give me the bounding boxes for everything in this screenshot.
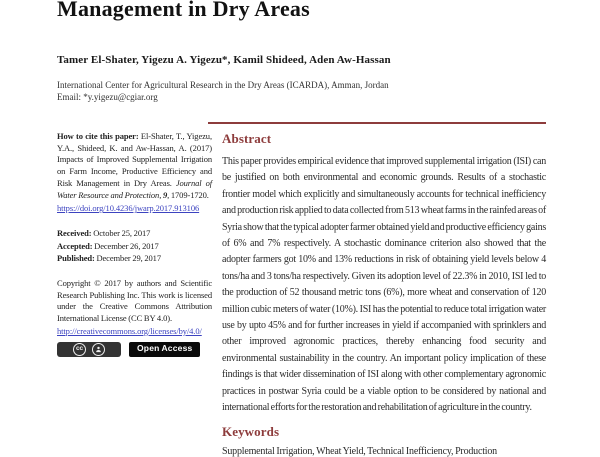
abstract-text: This paper provides empirical evidence that improved supplemental irrigation (ISI) can be justified on both environmental and economic grounds. Results of a stochastic frontier model which explicitly and simultaneously accounts for technical inefficiency and production risk applied to data collected from 513 wheat farms in the rainfed areas of Syria show that the typical adopter farmer obtained yield and productive efficiency gains of 6% and 7% respectively. A stochastic dominance criterion also showed that the adopter farmers got 10% and 13% reductions in risk of obtaining yield levels below 4 tons/ha and 3 tons/ha respectively. Given its adoption level of 22.3% in 2010, ISI led to the production of 52 thousand metric tons (6%), more wheat and conservation of 120 million cubic meters of water (10%). ISI has the potential to reduce total irrigation water use by upto 45% and for further increases in yield if accompanied with sprinklers and other improved agronomic practices, thereby enhancing food security and environmental sustainability in the country. An important policy implication of these findings is that wider dissemination of ISI along with other complementary agronomic practices in postwar Syria could be a viable option to be considered by national and international efforts for the restoration and rehabilitation of agriculture in the country. (222, 156, 546, 414)
article-main-column (222, 114, 546, 457)
keywords-text: Supplemental Irrigation, Wheat Yield, Technical Inefficiency, Production (222, 446, 497, 457)
license-badges (57, 342, 212, 357)
cite-label: How to cite this paper: (57, 131, 141, 141)
section-divider-rule (208, 122, 546, 124)
cc-by-badge[interactable] (57, 342, 121, 357)
cite-pages: , 1709-1720. (167, 189, 209, 200)
cite-separator: , (159, 189, 163, 200)
cite-volume: 9 (162, 189, 168, 200)
open-access-label: Open Access (137, 343, 193, 354)
person-icon (92, 343, 105, 356)
copyright-notice: Copyright © 2017 by authors and Scientific Research Publishing Inc. This work is licensed under the Creative Commons Attribution International License (CC BY 4.0). (57, 278, 212, 324)
cc-icon: cc (73, 343, 86, 356)
accepted-value: December 26, 2017 (92, 240, 159, 251)
article-meta-sidebar (57, 131, 212, 357)
published-value: December 29, 2017 (94, 253, 161, 264)
cite-journal-name: Journal of Water Resource and Protection (57, 177, 212, 200)
published-date-row (57, 253, 212, 265)
accepted-date-row (57, 241, 212, 253)
affiliation-line: International Center for Agricultural Research in the Dry Areas (ICARDA), Amman, Jordan (57, 80, 389, 90)
accepted-label: Accepted: (57, 240, 93, 251)
license-link[interactable]: http://creativecommons.org/licenses/by/4.0/ (57, 325, 202, 336)
received-date-row (57, 228, 212, 240)
email-line: Email: *y.yigezu@cgiar.org (57, 92, 158, 102)
abstract-heading: Abstract (222, 131, 272, 146)
received-label: Received: (57, 227, 92, 238)
open-access-badge[interactable] (129, 342, 200, 357)
cite-text: El-Shater, T., Yigezu, Y.A., Shideed, K. and Aw-Hassan, A. (2017) Impacts of Improved Supplemental Irrigation on Farm Income, Productive Efficiency and Risk Management in Dry Areas. (57, 131, 212, 188)
citation-paragraph (57, 131, 212, 201)
dates-block (57, 228, 212, 265)
keywords-heading: Keywords (222, 424, 280, 439)
authors-line: Tamer El-Shater, Yigezu A. Yigezu*, Kamil Shideed, Aden Aw-Hassan (57, 54, 391, 66)
published-label: Published: (57, 253, 95, 264)
article-title: Management in Dry Areas (57, 0, 310, 21)
received-value: October 25, 2017 (91, 227, 151, 238)
doi-link[interactable]: https://doi.org/10.4236/jwarp.2017.913106 (57, 203, 200, 214)
